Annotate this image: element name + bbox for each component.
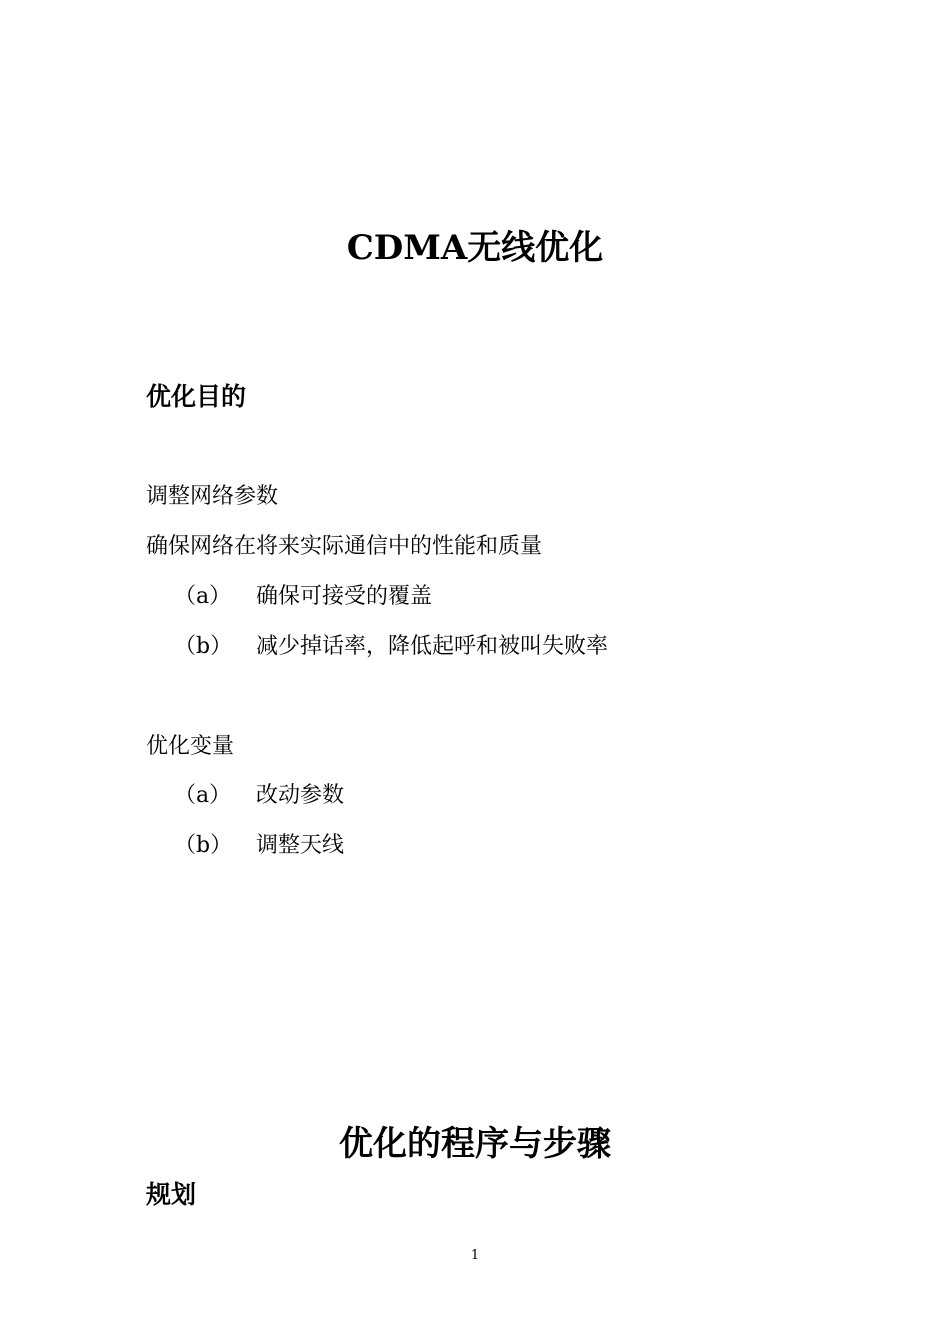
- list-item: [174, 782, 344, 810]
- document-title: CDMA无线优化: [346, 228, 604, 268]
- list-item-text: 确保可接受的覆盖: [256, 584, 433, 609]
- list-marker: （a）: [174, 783, 232, 808]
- list-item-text: 减少掉话率，降低起呼和被叫失败率: [256, 634, 609, 659]
- list-marker: （a）: [174, 584, 232, 609]
- list-marker: （b）: [174, 833, 233, 858]
- list-marker: （b）: [174, 634, 233, 659]
- section-title-procedure: 优化的程序与步骤: [339, 1124, 611, 1164]
- paragraph-ensure-quality: 确保网络在将来实际通信中的性能和质量: [146, 534, 543, 559]
- section-heading-planning: 规划: [146, 1180, 197, 1209]
- paragraph-optimization-variables: 优化变量: [146, 734, 235, 759]
- page-number: 1: [470, 1248, 480, 1263]
- paragraph-adjust-params: 调整网络参数: [146, 484, 279, 509]
- list-item: [174, 633, 608, 661]
- section-heading-optimization-goal: 优化目的: [146, 382, 247, 411]
- list-item-text: 改动参数: [256, 783, 345, 808]
- list-item-text: 调整天线: [256, 833, 345, 858]
- list-item: [174, 583, 432, 611]
- list-item: [174, 832, 344, 860]
